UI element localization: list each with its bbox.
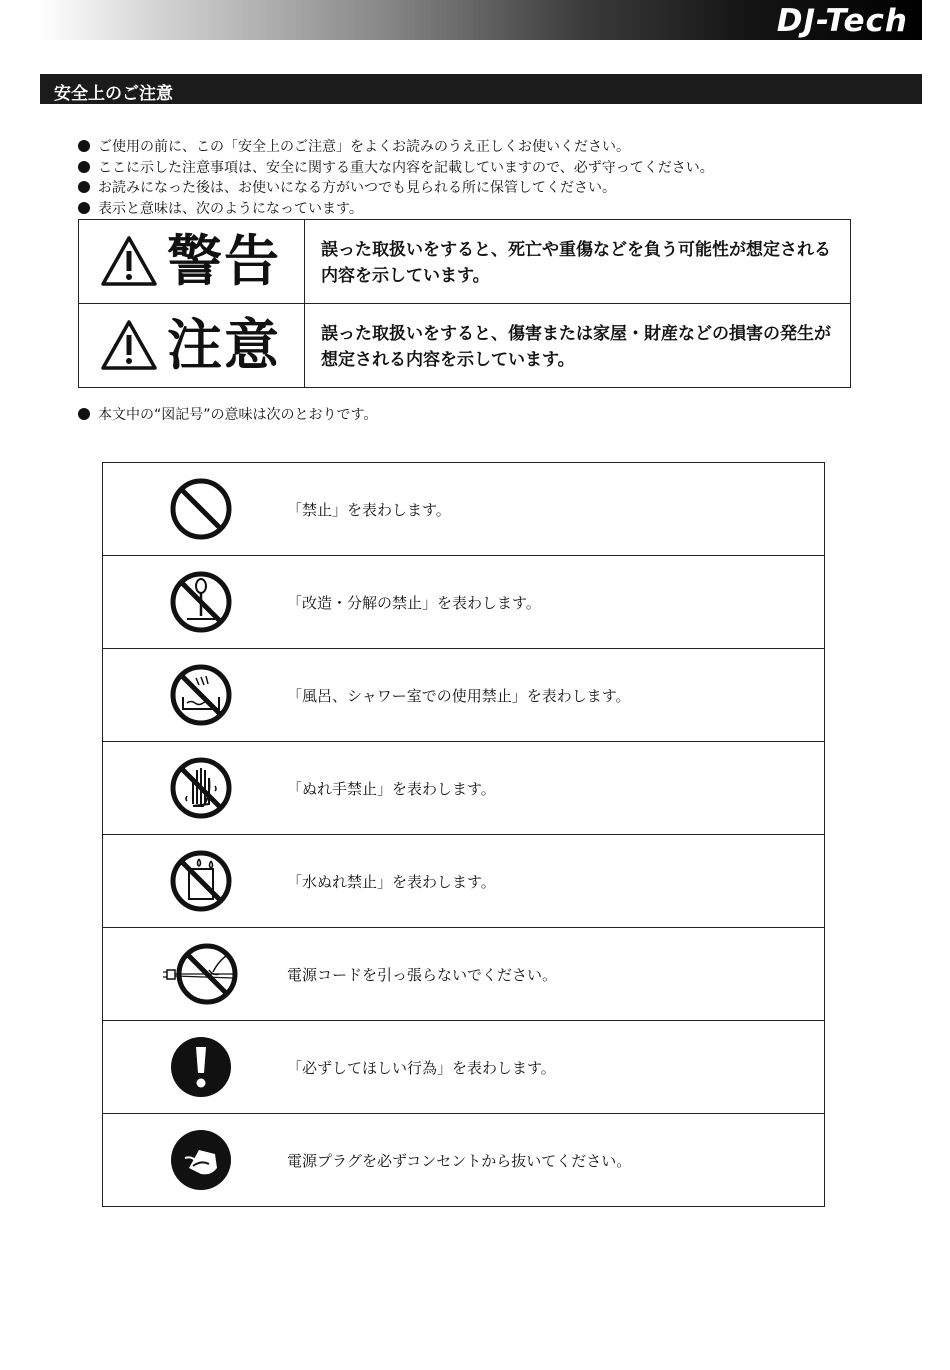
bullet-item: ここに示した注意事項は、安全に関する重大な内容を記載していますので、必ず守ってください。 <box>78 158 898 179</box>
no-pulling-cord-icon <box>163 942 239 1006</box>
symbol-description: 「改造・分解の禁止」を表わします。 <box>287 594 541 612</box>
symbol-description: 「必ずしてほしい行為」を表わします。 <box>287 1059 556 1077</box>
unplug-icon <box>163 1128 239 1192</box>
no-bathroom-use-icon <box>163 663 239 727</box>
symbol-description: 「禁止」を表わします。 <box>287 501 451 519</box>
warning-label-cell <box>79 220 305 303</box>
bullet-item: お読みになった後は、お使いになる方がいつでも見られる所に保管してください。 <box>78 178 898 199</box>
warning-row <box>79 220 850 304</box>
caution-row <box>79 304 850 387</box>
bullet-icon <box>78 140 90 152</box>
brand-logo: DJ-Tech <box>776 3 908 39</box>
intro-bullet-list <box>78 137 898 219</box>
prohibition-icon <box>163 477 239 541</box>
symbol-description: 「ぬれ手禁止」を表わします。 <box>287 780 496 798</box>
symbol-description: 電源コードを引っ張らないでください。 <box>287 966 558 984</box>
symbol-table <box>102 462 825 1207</box>
symbol-row <box>103 835 824 928</box>
warning-description: 誤った取扱いをすると、死亡や重傷などを負う可能性が想定される内容を示しています。 <box>321 240 831 286</box>
caution-label-cell <box>79 304 305 387</box>
no-wet-hands-icon <box>163 756 239 820</box>
symbol-row <box>103 556 824 649</box>
warning-triangle-icon <box>101 236 157 286</box>
bullet-item: ご使用の前に、この「安全上のご注意」をよくお読みのうえ正しくお使いください。 <box>78 137 898 158</box>
bullet-icon <box>78 408 90 420</box>
symbol-row <box>103 928 824 1021</box>
bullet-icon <box>78 202 90 214</box>
symbol-description: 「水ぬれ禁止」を表わします。 <box>287 873 496 891</box>
no-disassembly-icon <box>163 570 239 634</box>
symbol-row <box>103 742 824 835</box>
symbol-description: 電源プラグを必ずコンセントから抜いてください。 <box>287 1152 632 1170</box>
no-water-icon <box>163 849 239 913</box>
section-title: 安全上のご注意 <box>54 84 173 104</box>
symbol-row <box>103 649 824 742</box>
caution-label: 注意 <box>167 313 282 377</box>
bullet-icon <box>78 161 90 173</box>
warning-label: 警告 <box>167 229 282 293</box>
header-bar <box>40 0 922 40</box>
warning-level-table <box>78 219 851 388</box>
symbol-row <box>103 1021 824 1114</box>
bullet-icon <box>78 181 90 193</box>
mandatory-action-icon <box>163 1035 239 1099</box>
caution-triangle-icon <box>101 320 157 370</box>
symbol-description: 「風呂、シャワー室での使用禁止」を表わします。 <box>287 687 631 705</box>
caution-description: 誤った取扱いをすると、傷害または家屋・財産などの損害の発生が想定される内容を示しています。 <box>321 324 831 370</box>
symbol-row <box>103 1114 824 1206</box>
symbol-row <box>103 463 824 556</box>
symbol-note: 本文中の“図記号”の意味は次のとおりです。 <box>78 404 377 424</box>
section-title-bar <box>40 74 922 104</box>
bullet-item: 表示と意味は、次のようになっています。 <box>78 199 898 220</box>
